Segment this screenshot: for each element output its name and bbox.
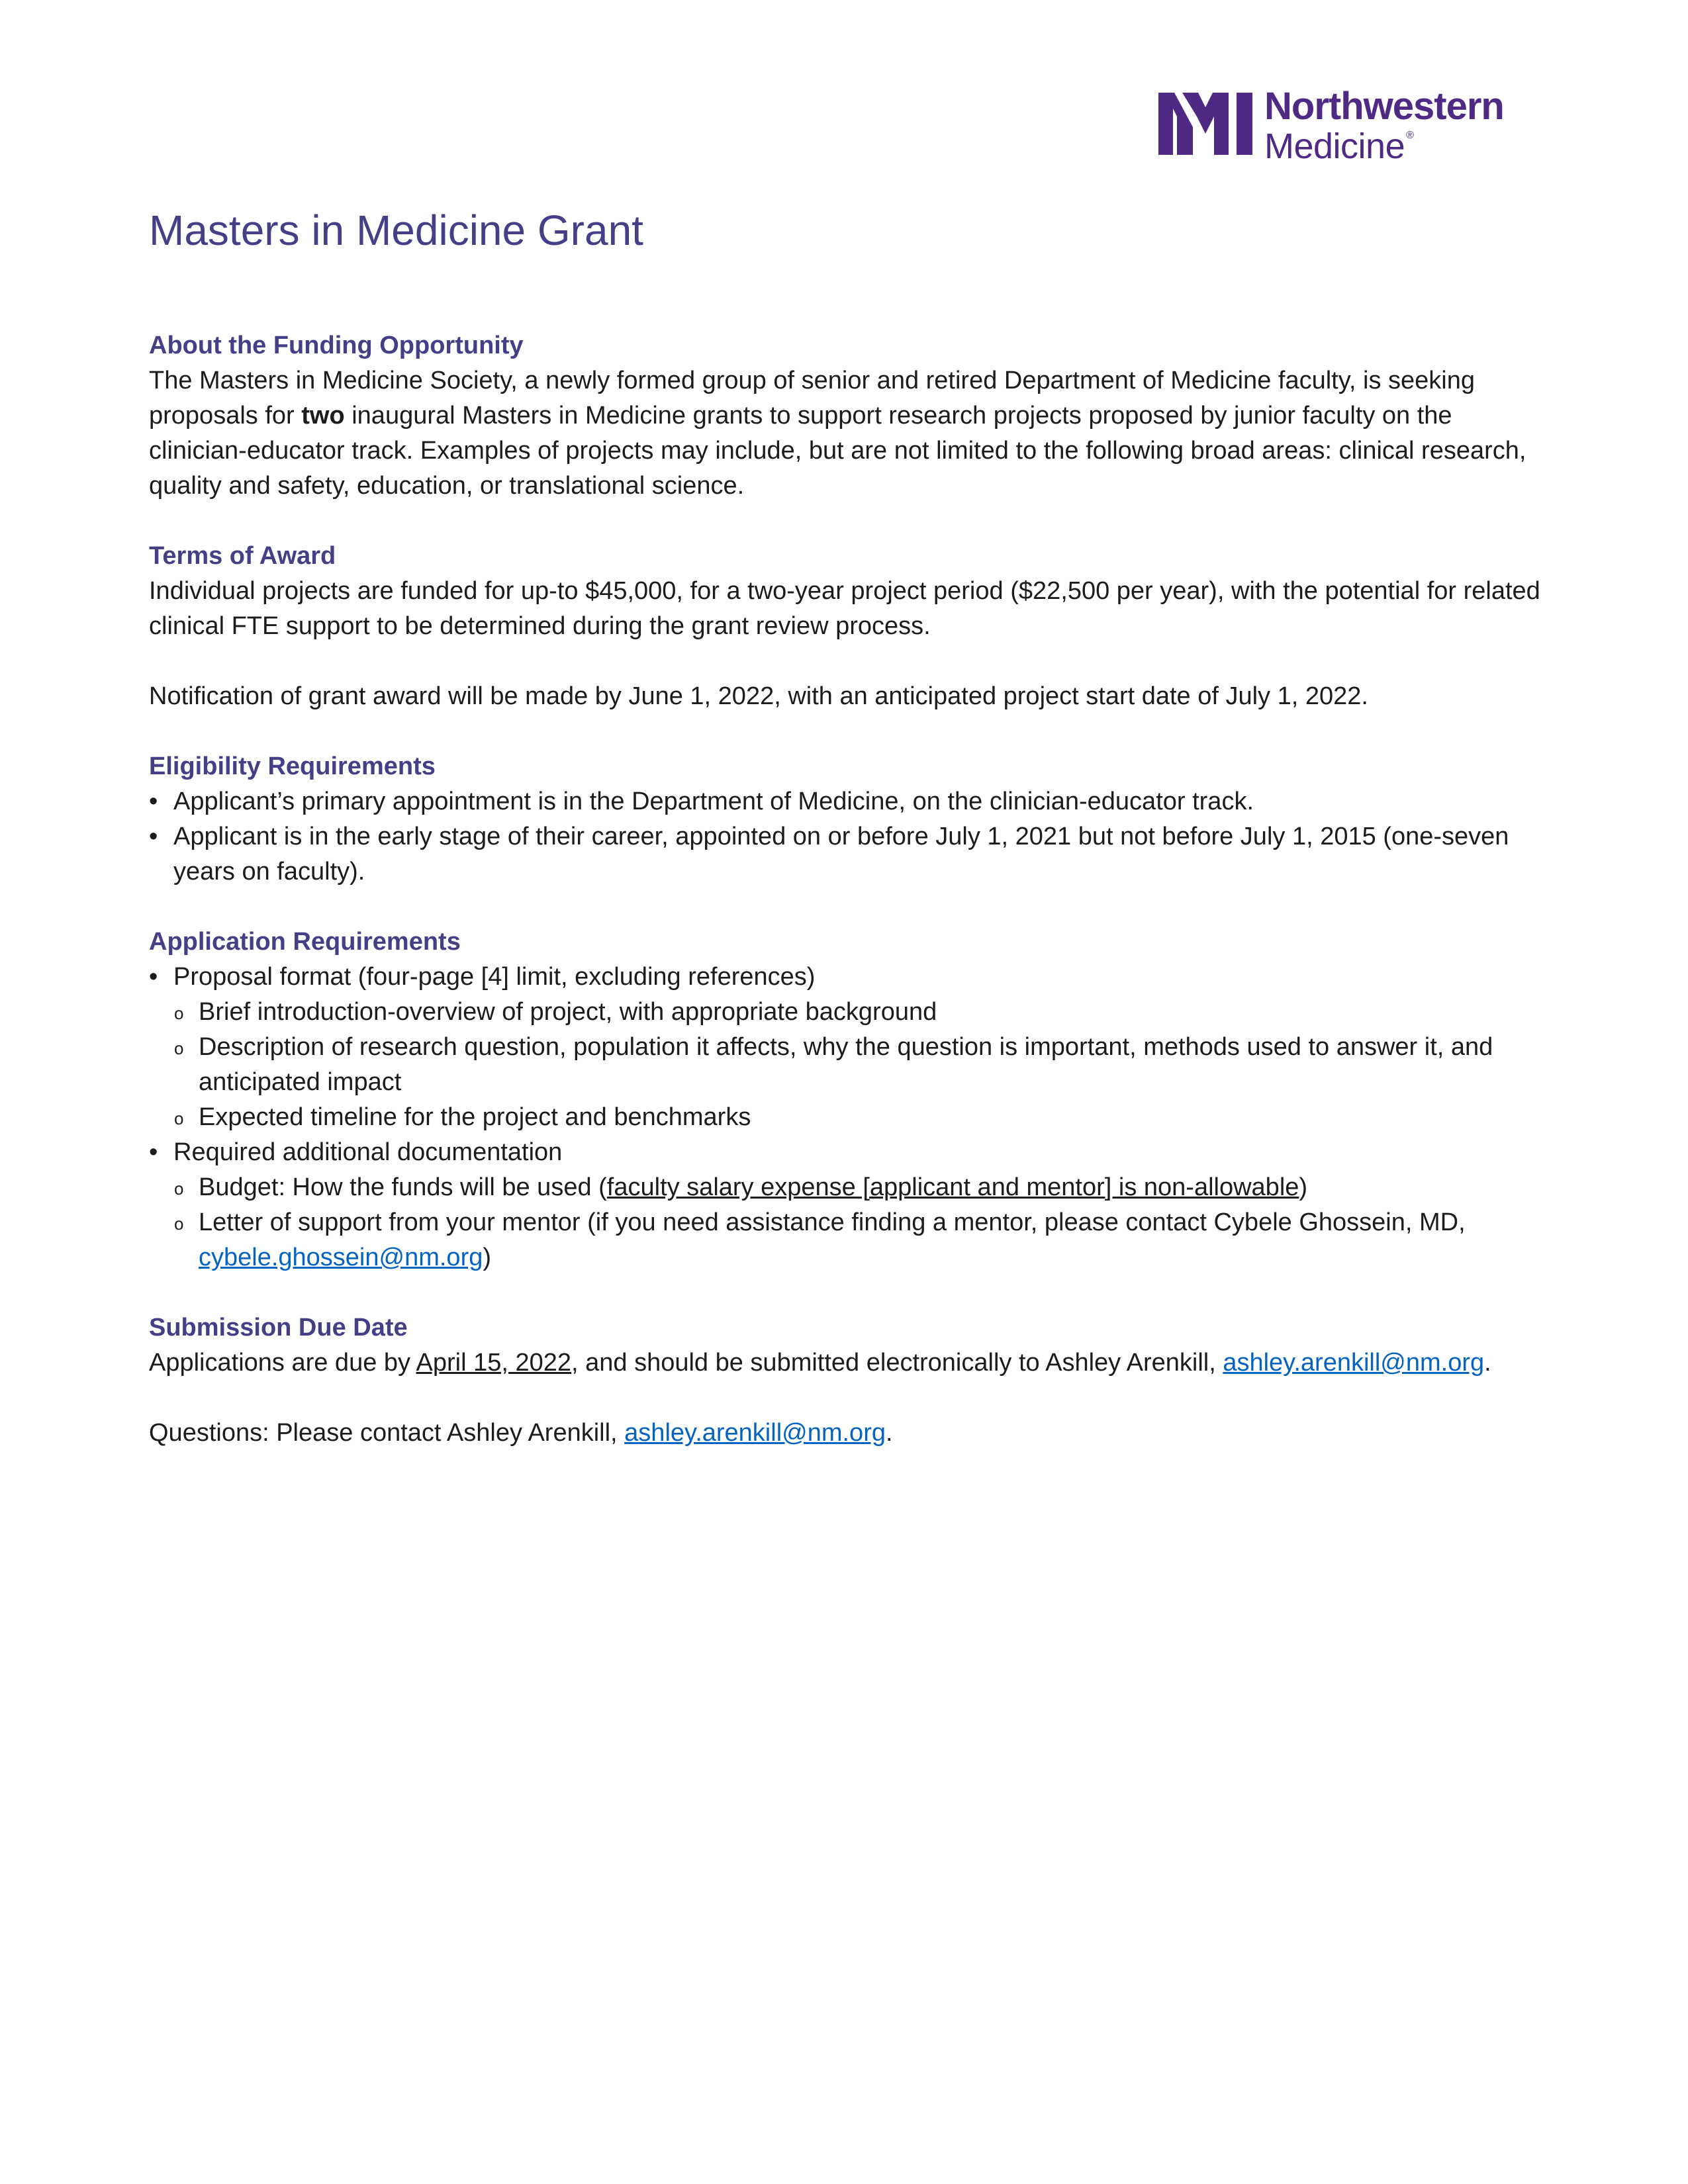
application-subitem-budget: o Budget: How the funds will be used (faculty salary expense [applicant and mentor] is non-allowable) [149, 1170, 1552, 1205]
document-body [149, 199, 1552, 1451]
terms-paragraph-notification: Notification of grant award will be made by June 1, 2022, with an anticipated project start date of July 1, 2022. [149, 682, 1368, 710]
section-heading-application: Application Requirements [149, 928, 461, 956]
submission-email-link[interactable]: ashley.arenkill@nm.org [1223, 1349, 1485, 1377]
section-heading-eligibility: Eligibility Requirements [149, 752, 436, 780]
section-heading-terms: Terms of Award [149, 542, 336, 570]
terms-paragraph-funding: Individual projects are funded for up-to $45,000, for a two-year project period ($22,500 per year), with the potential for related clinical FTE support to be determined during the grant review process. [149, 577, 1540, 640]
application-item-additional-docs: • Required additional documentation [149, 1135, 1552, 1170]
about-paragraph: The Masters in Medicine Society, a newly formed group of senior and retired Department of Medicine faculty, is seeking proposals for two inaugural Masters in Medicine grants to support research projects proposed by junior faculty on the clinician-educator track. Examples of projects may include, but are not limited to the following broad areas: clinical research, quality and safety, education, or translational science. [149, 367, 1526, 500]
section-heading-submission: Submission Due Date [149, 1314, 408, 1342]
emphasis-two: two [301, 402, 345, 430]
registered-mark: ® [1406, 130, 1414, 141]
section-heading-about: About the Funding Opportunity [149, 332, 524, 359]
questions-paragraph: Questions: Please contact Ashley Arenkill, ashley.arenkill@nm.org. [149, 1419, 893, 1447]
eligibility-item: • Applicant’s primary appointment is in the Department of Medicine, on the clinician-educator track. [149, 784, 1552, 819]
application-subitem: o Description of research question, population it affects, why the question is important, methods used to answer it, and anticipated impact [149, 1030, 1552, 1100]
application-subitem-letter: o Letter of support from your mentor (if you need assistance finding a mentor, please contact Cybele Ghossein, MD, cybele.ghossein@nm.org) [149, 1205, 1552, 1275]
page-title: Masters in Medicine Grant [149, 206, 643, 254]
due-date: April 15, 2022 [416, 1349, 571, 1377]
logo-wordmark-line2: Medicine ® [1264, 126, 1414, 166]
application-subitem: o Expected timeline for the project and benchmarks [149, 1100, 1552, 1135]
northwestern-medicine-logo [1158, 87, 1529, 167]
submission-paragraph: Applications are due by April 15, 2022, and should be submitted electronically to Ashley Arenkill, ashley.arenkill@nm.org. [149, 1349, 1491, 1377]
non-allowable-note: faculty salary expense [applicant and mentor] is non-allowable [606, 1173, 1299, 1201]
application-item-proposal-format: • Proposal format (four-page [4] limit, excluding references) [149, 960, 1552, 995]
mentor-contact-email-link[interactable]: cybele.ghossein@nm.org [199, 1244, 483, 1271]
eligibility-item: • Applicant is in the early stage of their career, appointed on or before July 1, 2021 but not before July 1, 2015 (one-seven years on faculty). [149, 819, 1552, 889]
application-subitem: o Brief introduction-overview of project, with appropriate background [149, 995, 1552, 1030]
nm-monogram-icon [1158, 90, 1252, 155]
logo-wordmark-line1: Northwestern [1264, 85, 1504, 128]
questions-email-link[interactable]: ashley.arenkill@nm.org [624, 1419, 886, 1447]
